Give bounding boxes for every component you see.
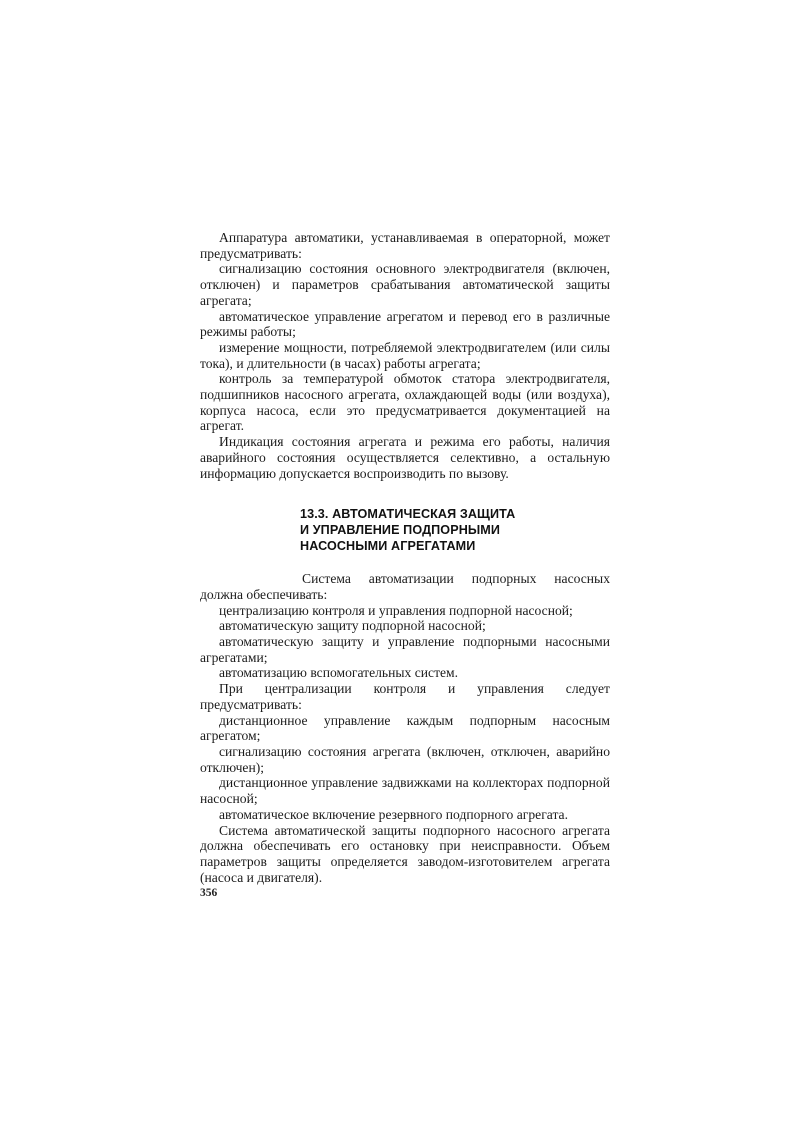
paragraph: автоматическую защиту и управление подпорными насосными агрегатами; (200, 634, 610, 665)
paragraph: Система автоматической защиты подпорного насосного агрегата должна обеспечивать его остановку при неисправности. Объем параметров защиты определяется заводом-изготовителем агрегата (насоса и двигателя). (200, 822, 610, 885)
paragraph: автоматическое включение резервного подпорного агрегата. (219, 806, 568, 822)
section-heading (300, 506, 610, 554)
paragraph: сигнализацию состояния основного электродвигателя (включен, отключен) и параметров срабатывания автоматической защиты агрегата; (200, 261, 610, 308)
paragraph: централизацию контроля и управления подпорной насосной; (219, 602, 573, 618)
section-heading-line: 13.3. АВТОМАТИЧЕСКАЯ ЗАЩИТА (300, 507, 516, 522)
paragraph: дистанционное управление задвижками на коллекторах подпорной насосной; (200, 775, 610, 807)
paragraph: автоматическое управление агрегатом и перевод его в различные режимы работы; (200, 308, 610, 340)
paragraph: дистанционное управление каждым подпорным насосным агрегатом; (200, 712, 610, 744)
page-body (200, 230, 610, 885)
paragraph: измерение мощности, потребляемой электродвигателем (или силы тока), и длительности (в часах) работы агрегата; (200, 339, 610, 371)
section-heading-line: И УПРАВЛЕНИЕ ПОДПОРНЫМИ (300, 523, 501, 538)
paragraph: Аппаратура автоматики, устанавливаемая в операторной, может предусматривать: (200, 230, 610, 261)
paragraph: контроль за температурой обмоток статора электродвигателя, подшипников насосного агрегата, охлаждающей воды (или воздуха), корпуса насоса, если это предусматривается документацией на агрегат. (200, 371, 610, 434)
paragraph: Система автоматизации подпорных насосных должна обеспечивать: (200, 571, 610, 602)
paragraph: автоматическую защиту подпорной насосной; (219, 618, 486, 634)
paragraph: Индикация состояния агрегата и режима его работы, наличия аварийного состояния осуществляется селективно, а остальную информацию допускается воспроизводить по вызову. (200, 434, 610, 481)
paragraph: автоматизацию вспомогательных систем. (219, 665, 459, 681)
paragraph: сигнализацию состояния агрегата (включен, отключен, аварийно отключен); (200, 743, 610, 775)
paragraph: При централизации контроля и управления следует предусматривать: (200, 681, 610, 712)
page-number: 356 (200, 887, 218, 899)
section-heading-line: НАСОСНЫМИ АГРЕГАТАМИ (300, 539, 476, 554)
